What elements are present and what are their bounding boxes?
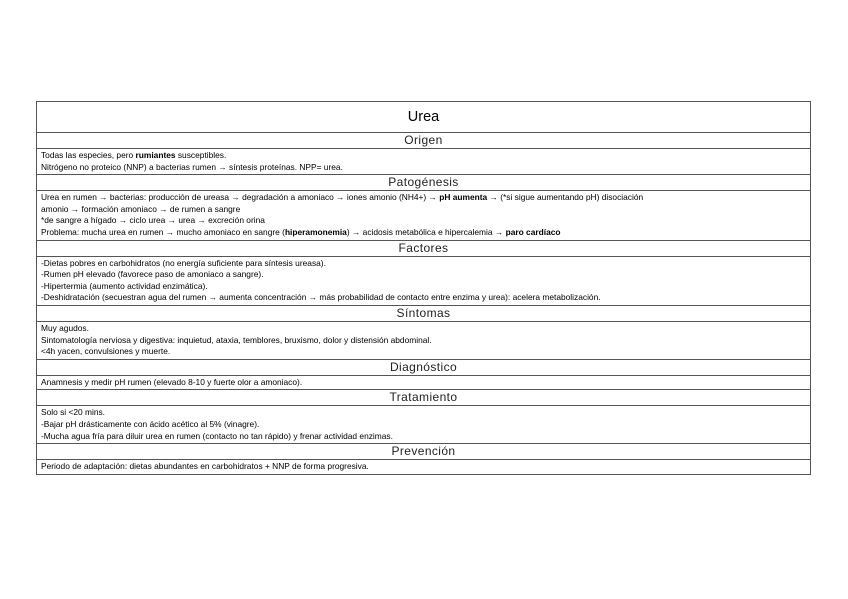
prevencion-line-1: Periodo de adaptación: dietas abundantes en carbohidratos + NNP de forma progresiva. (41, 461, 369, 472)
diagnostico-line-1: Anamnesis y medir pH rumen (elevado 8-10 y fuerte olor a amoniaco). (41, 376, 303, 387)
factores-line-2: -Rumen pH elevado (favorece paso de amoniaco a sangre). (41, 269, 264, 280)
section-heading-tratamiento: Tratamiento (37, 390, 811, 406)
origen-line-2: Nitrógeno no proteico (NNP) a bacterias rumen → síntesis proteínas. NPP= urea. (41, 161, 343, 172)
origen-line-1: Todas las especies, pero rumiantes susceptibles. (41, 150, 227, 160)
patogenesis-line-4: Problema: mucha urea en rumen → mucho amoniaco en sangre (hiperamonemia) → acidosis metabólica e hipercalemia → paro cardíaco (41, 226, 561, 237)
tratamiento-line-3: -Mucha agua fría para diluir urea en rumen (contacto no tan rápido) y frenar actividad enzimas. (41, 430, 393, 441)
factores-line-3: -Hipertermia (aumento actividad enzimática). (41, 280, 208, 291)
patogenesis-line-1: Urea en rumen → bacterias: producción de ureasa → degradación a amoniaco → iones amonio (NH4+) → pH aumenta → (*si sigue aumentando pH) disociación (41, 192, 644, 203)
tratamiento-line-2: -Bajar pH drásticamente con ácido acético al 5% (vinagre). (41, 418, 260, 429)
section-body-prevencion (37, 460, 811, 475)
tratamiento-line-1: Solo si <20 mins. (41, 407, 106, 418)
section-body-diagnostico (37, 375, 811, 390)
section-body-patogenesis (37, 191, 811, 240)
section-heading-origen: Origen (37, 133, 811, 149)
sintomas-line-2: Sintomatología nerviosa y digestiva: inquietud, ataxia, temblores, bruxismo, dolor y distensión abdominal. (41, 334, 432, 345)
section-heading-prevencion: Prevención (37, 444, 811, 460)
section-heading-sintomas: Síntomas (37, 305, 811, 321)
sintomas-line-1: Muy agudos. (41, 322, 89, 333)
section-body-factores (37, 256, 811, 305)
patogenesis-line-2: amonio → formación amoniaco → de rumen a sangre (41, 203, 241, 214)
patogenesis-line-3: *de sangre a hígado → ciclo urea → urea → excreción orina (41, 215, 265, 226)
section-body-tratamiento (37, 406, 811, 444)
factores-line-1: -Dietas pobres en carbohidratos (no energía suficiente para síntesis ureasa). (41, 257, 326, 268)
sintomas-line-3: <4h yacen, convulsiones y muerte. (41, 346, 171, 357)
urea-summary-table (36, 101, 811, 475)
section-heading-factores: Factores (37, 240, 811, 256)
section-heading-diagnostico: Diagnóstico (37, 359, 811, 375)
factores-line-4: -Deshidratación (secuestran agua del rumen → aumenta concentración → más probabilidad de contacto entre enzima y urea): acelera metabolización. (41, 292, 601, 303)
section-heading-patogenesis: Patogénesis (37, 175, 811, 191)
section-body-sintomas (37, 321, 811, 359)
table-title: Urea (37, 102, 811, 133)
section-body-origen (37, 149, 811, 175)
